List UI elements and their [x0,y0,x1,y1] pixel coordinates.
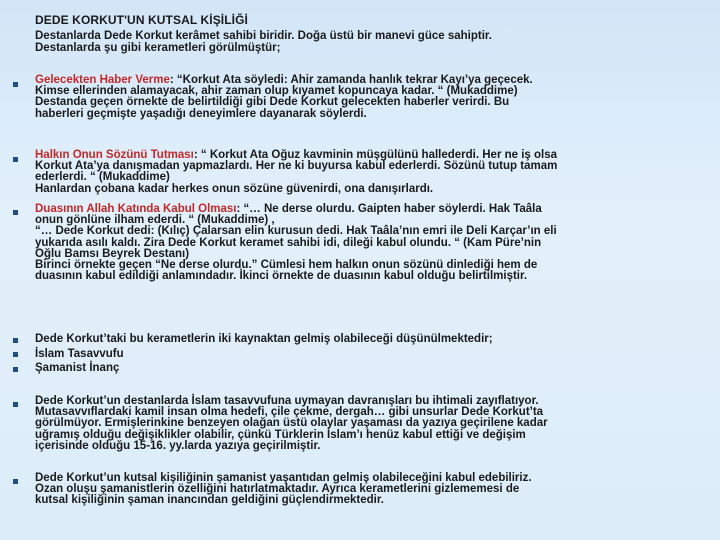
square-bullet-icon [13,367,18,372]
section-text: : “Korkut Ata söyledi: Ahir zamanda hanlık tekrar Kayı’ya geçecek. [169,74,533,86]
section-heading: Gelecekten Haber Verme [35,74,170,86]
square-bullet-icon [13,157,18,162]
section-kaynak [35,332,713,376]
section-line: “… Dede Korkut dedi: (Kılıç) Çalarsan elin kurusun dedi. Hak Taâla’nın emri ile Deli Karçar’ın eli [35,225,557,238]
section-line: Destanda geçen örnekte de belirtildiği gibi Dede Korkut gelecekten haberler verirdi. Bu [35,96,510,109]
section-line: Şamanist İnanç [35,362,120,374]
square-bullet-icon [13,352,18,357]
intro-text [35,31,705,54]
square-bullet-icon [13,82,18,87]
section-line: Ozan oluşu şamanistlerin özelliğini hatırlatmaktadır. Ayrıca kerametlerini gizlememesi de [35,483,520,496]
slide-header [35,13,705,54]
section-text: : “ Korkut Ata Oğuz kavminin müşgülünü hallederdi. Her ne iş olsa [193,149,558,161]
section-line: kutsal kişiliğinin şaman inancından geldiğini güçlendirmektedir. [35,494,384,507]
section-line: haberleri geçmişte yaşadığı deneyimlere dayanarak söylerdi. [35,107,367,120]
section-heading: Duasının Allah Katında Kabul Olması [35,203,237,215]
section-line: Oğlu Bamsı Beyrek Destanı) [35,247,190,260]
section-text: : “… Ne derse olurdu. Gaipten haber söylerdi. Hak Taâla [236,203,542,215]
intro-line: Destanlarda şu gibi kerametleri görülmüştür; [35,41,281,54]
section-line: ederlerdi. “ (Mukaddime) [35,171,170,184]
section-line: Mutasavvıflardaki kamil insan olma hedefi, çile çekme, dergah… gibi unsurlar Dede Korkut’ta [35,406,544,419]
section-line: uğramış olduğu değişiklikler olabilir, çünkü Türklerin İslam’ı henüz kabul ettiği ve değişim [35,428,526,441]
intro-line: Destanlarda Dede Korkut kerâmet sahibi biridir. Doğa üstü bir manevi güce sahiptir. [35,30,492,42]
section-line: yukarıda asılı kaldı. Zira Dede Korkut keramet sahibi idi, dileği kabul olundu. “ (Kam Püre’nin [35,236,542,249]
section-line: Dede Korkut’taki bu kerametlerin iki kaynaktan gelmiş olabileceği düşünülmektedir; [35,333,493,345]
section-line: İslam Tasavvufu [35,347,124,360]
section-halk [35,150,713,195]
square-bullet-icon [13,402,18,407]
section-line: Korkut Ata’ya danışmadan yapmazlardı. Her ne ki buyursa kabul ederlerdi. Sözünü tutup tamam [35,160,558,173]
slide-title: DEDE KORKUT'UN KUTSAL KİŞİLİĞİ [35,13,248,27]
section-line: Hanlardan çobana kadar herkes onun sözüne güvenirdi, ona danışırlardı. [35,182,434,195]
section-line: Dede Korkut’un destanlarda İslam tasavvufuna uymayan davranışları bu ihtimali zayıflatıyor. [35,395,539,407]
square-bullet-icon [13,479,18,484]
section-line: Birinci örnekte geçen “Ne derse olurdu.” Cümlesi hem halkın onun sözünü dinlediği hem de [35,259,538,272]
section-dua [35,204,713,282]
section-tasavvuf [35,396,713,452]
section-line: Dede Korkut’un kutsal kişiliğinin şamanist yaşantıdan gelmiş olabileceğini kabul edebiliriz. [35,472,532,484]
square-bullet-icon [13,338,18,343]
square-bullet-icon [13,210,18,215]
section-line: görülmüyor. Ermişlerinkine benzeyen olağan üstü olaylar yaşaması da yazıya geçirilene kadar [35,417,548,430]
section-line: onun gönlüne ilham ederdi. “ (Mukaddime) , [35,214,275,227]
section-line: Kimse ellerinden alamayacak, ahir zaman olup kıyamet kopuncaya kadar. “ (Mukaddime) [35,85,518,98]
section-line: duasının kabul edildiği anlamındadır. İkinci örnekte de duasının kabul olduğu belirtilmiştir. [35,270,528,283]
section-samanist [35,473,713,507]
section-gelecek [35,75,713,120]
section-line: içerisinde olduğu 15-16. yy.larda yazıya geçirilmiştir. [35,439,321,452]
section-heading: Halkın Onun Sözünü Tutması [35,149,194,161]
